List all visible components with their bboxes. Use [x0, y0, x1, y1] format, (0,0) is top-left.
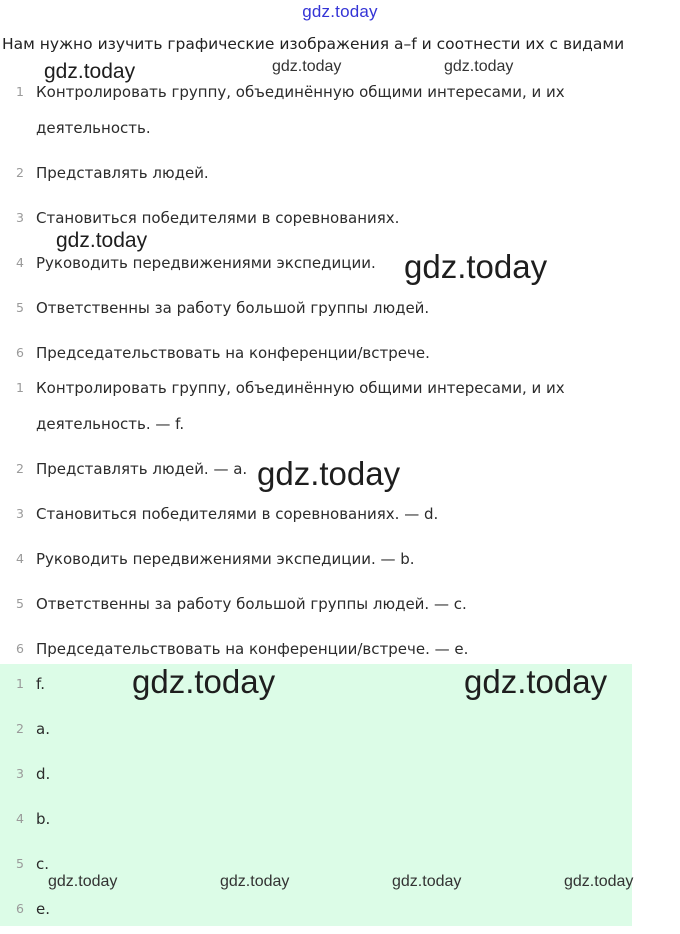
item-text: d. — [36, 765, 51, 783]
watermark: gdz.today — [44, 60, 136, 83]
watermark: gdz.today — [392, 873, 462, 890]
intro-text: Нам нужно изучить графические изображения a–f и соотнести их с видами — [2, 35, 625, 53]
item-text: e. — [36, 900, 50, 918]
watermark: gdz.today — [404, 248, 548, 285]
item-text: Председательствовать на конференции/встрече. — e. — [36, 640, 469, 658]
watermark: gdz.today — [257, 455, 401, 492]
watermark: gdz.today — [444, 58, 514, 75]
item-number: 1 — [16, 380, 24, 395]
item-text: Ответственны за работу большой группы людей. — c. — [36, 595, 467, 613]
item-text: a. — [36, 720, 50, 738]
item-number: 5 — [16, 856, 24, 871]
site-link[interactable]: gdz.today — [302, 2, 378, 21]
list-item — [0, 541, 680, 586]
item-text: Становиться победителями в соревнованиях. — d. — [36, 505, 439, 523]
item-number: 5 — [16, 300, 24, 315]
item-number: 6 — [16, 641, 24, 656]
watermark: gdz.today — [564, 873, 634, 890]
answer-list — [0, 664, 680, 934]
item-text: Представлять людей. — a. — [36, 460, 248, 478]
item-number: 3 — [16, 766, 24, 781]
item-text: f. — [36, 675, 45, 693]
item-number: 3 — [16, 210, 24, 225]
item-number: 4 — [16, 811, 24, 826]
item-number: 5 — [16, 596, 24, 611]
item-text: Контролировать группу, объединённую общими интересами, и их деятельность. — [36, 83, 565, 137]
item-text: Контролировать группу, объединённую общими интересами, и их деятельность. — f. — [36, 379, 565, 433]
list-item — [0, 74, 680, 155]
watermark: gdz.today — [464, 663, 608, 700]
item-text: Руководить передвижениями экспедиции. — [36, 254, 376, 272]
item-text: Ответственны за работу большой группы людей. — [36, 299, 430, 317]
item-number: 3 — [16, 506, 24, 521]
item-number: 2 — [16, 721, 24, 736]
item-text: Председательствовать на конференции/встрече. — [36, 344, 430, 362]
item-number: 4 — [16, 551, 24, 566]
list-item — [0, 370, 680, 451]
watermark: gdz.today — [56, 229, 148, 252]
item-text: b. — [36, 810, 51, 828]
item-number: 6 — [16, 345, 24, 360]
list-item — [0, 586, 680, 631]
watermark: gdz.today — [48, 873, 118, 890]
matched-list — [0, 370, 680, 676]
watermark: gdz.today — [272, 58, 342, 75]
item-text: c. — [36, 855, 50, 873]
watermark: gdz.today — [220, 873, 290, 890]
item-number: 1 — [16, 676, 24, 691]
list-item — [0, 496, 680, 541]
list-item — [0, 290, 680, 335]
task-list — [0, 74, 680, 380]
item-number: 2 — [16, 461, 24, 476]
item-number: 2 — [16, 165, 24, 180]
item-number: 4 — [16, 255, 24, 270]
list-item — [0, 709, 680, 754]
item-number: 1 — [16, 84, 24, 99]
item-text: Представлять людей. — [36, 164, 209, 182]
list-item — [0, 889, 680, 934]
list-item — [0, 754, 680, 799]
list-item — [0, 799, 680, 844]
watermark: gdz.today — [132, 663, 276, 700]
item-text: Руководить передвижениями экспедиции. — b. — [36, 550, 415, 568]
item-number: 6 — [16, 901, 24, 916]
item-text: Становиться победителями в соревнованиях. — [36, 209, 400, 227]
list-item — [0, 155, 680, 200]
